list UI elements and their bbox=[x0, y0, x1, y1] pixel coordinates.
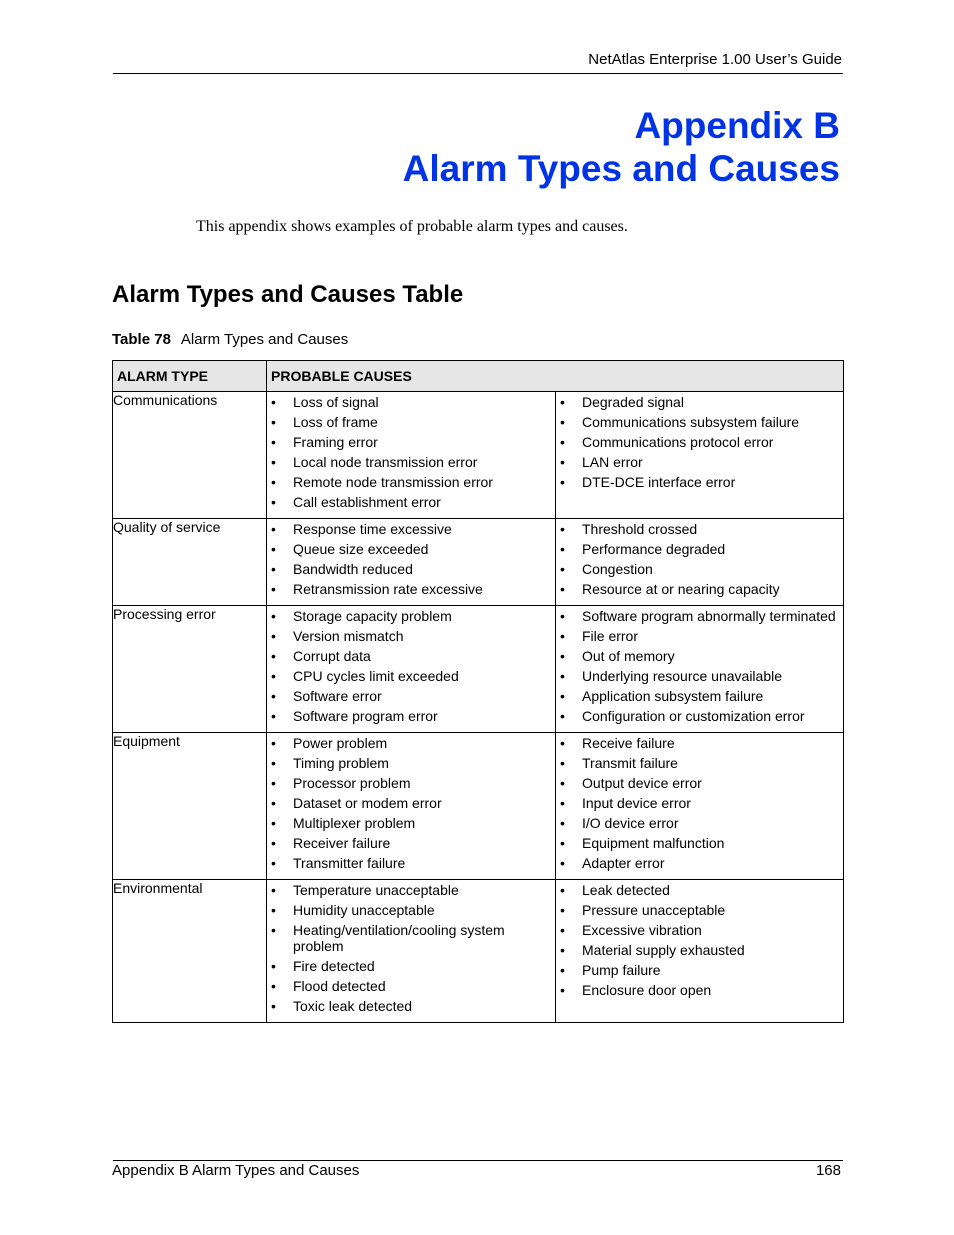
alarm-type-cell: Processing error bbox=[113, 606, 267, 733]
cause-text: Dataset or modem error bbox=[293, 795, 442, 811]
bullet-icon: • bbox=[271, 795, 276, 811]
cause-text: Equipment malfunction bbox=[582, 835, 725, 851]
bullet-icon: • bbox=[271, 474, 276, 490]
list-item bbox=[267, 735, 551, 751]
list-item bbox=[267, 688, 551, 704]
cause-text: Fire detected bbox=[293, 958, 375, 974]
bullet-icon: • bbox=[560, 648, 565, 664]
list-item bbox=[267, 922, 551, 954]
causes-list bbox=[556, 519, 843, 605]
cause-text: Receiver failure bbox=[293, 835, 391, 851]
causes-list bbox=[267, 519, 555, 605]
bullet-icon: • bbox=[271, 628, 276, 644]
bullet-icon: • bbox=[271, 494, 276, 510]
table-row bbox=[113, 606, 844, 733]
cause-text: Timing problem bbox=[293, 755, 389, 771]
list-item bbox=[556, 608, 839, 624]
bullet-icon: • bbox=[271, 835, 276, 851]
causes-cell-right bbox=[556, 606, 844, 733]
cause-text: Bandwidth reduced bbox=[293, 561, 413, 577]
bullet-icon: • bbox=[271, 561, 276, 577]
bullet-icon: • bbox=[560, 414, 565, 430]
list-item bbox=[556, 521, 839, 537]
cause-text: Heating/ventilation/cooling system problem bbox=[293, 922, 505, 954]
cause-text: Power problem bbox=[293, 735, 388, 751]
list-item bbox=[267, 394, 551, 410]
list-item bbox=[267, 755, 551, 771]
list-item bbox=[556, 648, 839, 664]
alarm-types-table bbox=[112, 360, 844, 1023]
bullet-icon: • bbox=[271, 882, 276, 898]
bullet-icon: • bbox=[271, 775, 276, 791]
list-item bbox=[267, 628, 551, 644]
bullet-icon: • bbox=[271, 521, 276, 537]
causes-cell-left bbox=[267, 519, 556, 606]
bullet-icon: • bbox=[560, 755, 565, 771]
list-item bbox=[556, 902, 839, 918]
cause-text: Response time excessive bbox=[293, 521, 452, 537]
cause-text: Output device error bbox=[582, 775, 702, 791]
cause-text: Software program error bbox=[293, 708, 438, 724]
list-item bbox=[267, 521, 551, 537]
cause-text: Performance degraded bbox=[582, 541, 726, 557]
alarm-type-cell: Communications bbox=[113, 392, 267, 519]
list-item bbox=[556, 962, 839, 978]
bullet-icon: • bbox=[560, 474, 565, 490]
bullet-icon: • bbox=[560, 775, 565, 791]
bullet-icon: • bbox=[560, 581, 565, 597]
causes-cell-right bbox=[556, 519, 844, 606]
header-divider bbox=[113, 73, 843, 74]
list-item bbox=[556, 775, 839, 791]
list-item bbox=[267, 494, 551, 510]
cause-text: Material supply exhausted bbox=[582, 942, 745, 958]
cause-text: Toxic leak detected bbox=[293, 998, 413, 1014]
cause-text: Communications subsystem failure bbox=[582, 414, 800, 430]
bullet-icon: • bbox=[271, 998, 276, 1014]
list-item bbox=[267, 835, 551, 851]
bullet-icon: • bbox=[560, 982, 565, 998]
bullet-icon: • bbox=[560, 795, 565, 811]
cause-text: Version mismatch bbox=[293, 628, 404, 644]
title-line-2: Alarm Types and Causes bbox=[402, 148, 840, 189]
bullet-icon: • bbox=[271, 855, 276, 871]
footer-page-number: 168 bbox=[815, 1162, 841, 1179]
list-item bbox=[267, 978, 551, 994]
causes-list bbox=[556, 880, 843, 1006]
header-probable-causes: PROBABLE CAUSES bbox=[267, 361, 844, 392]
list-item bbox=[556, 394, 839, 410]
table-row bbox=[113, 519, 844, 606]
table-caption bbox=[112, 331, 348, 348]
causes-list bbox=[556, 606, 843, 732]
cause-text: Adapter error bbox=[582, 855, 665, 871]
bullet-icon: • bbox=[560, 434, 565, 450]
bullet-icon: • bbox=[560, 735, 565, 751]
cause-text: Software error bbox=[293, 688, 382, 704]
bullet-icon: • bbox=[271, 394, 276, 410]
table-header-row bbox=[113, 361, 844, 392]
bullet-icon: • bbox=[560, 942, 565, 958]
cause-text: Retransmission rate excessive bbox=[293, 581, 483, 597]
header-alarm-type: ALARM TYPE bbox=[113, 361, 267, 392]
list-item bbox=[267, 648, 551, 664]
list-item bbox=[556, 628, 839, 644]
cause-text: Configuration or customization error bbox=[582, 708, 805, 724]
bullet-icon: • bbox=[271, 902, 276, 918]
section-heading: Alarm Types and Causes Table bbox=[112, 281, 464, 308]
cause-text: Resource at or nearing capacity bbox=[582, 581, 780, 597]
bullet-icon: • bbox=[271, 815, 276, 831]
list-item bbox=[267, 454, 551, 470]
list-item bbox=[556, 688, 839, 704]
list-item bbox=[556, 922, 839, 938]
bullet-icon: • bbox=[560, 561, 565, 577]
list-item bbox=[267, 855, 551, 871]
footer-chapter-title: Appendix B Alarm Types and Causes bbox=[112, 1162, 360, 1179]
list-item bbox=[267, 581, 551, 597]
bullet-icon: • bbox=[560, 521, 565, 537]
list-item bbox=[267, 434, 551, 450]
cause-text: Processor problem bbox=[293, 775, 411, 791]
cause-text: Transmitter failure bbox=[293, 855, 406, 871]
table-body bbox=[113, 392, 844, 1023]
bullet-icon: • bbox=[271, 648, 276, 664]
cause-text: Leak detected bbox=[582, 882, 670, 898]
list-item bbox=[556, 541, 839, 557]
bullet-icon: • bbox=[560, 668, 565, 684]
bullet-icon: • bbox=[560, 394, 565, 410]
causes-list bbox=[267, 606, 555, 732]
list-item bbox=[267, 815, 551, 831]
list-item bbox=[556, 982, 839, 998]
cause-text: Pump failure bbox=[582, 962, 661, 978]
alarm-type-cell: Environmental bbox=[113, 880, 267, 1023]
footer-divider bbox=[113, 1160, 843, 1161]
bullet-icon: • bbox=[560, 628, 565, 644]
list-item bbox=[267, 608, 551, 624]
cause-text: CPU cycles limit exceeded bbox=[293, 668, 459, 684]
list-item bbox=[556, 942, 839, 958]
causes-list bbox=[267, 880, 555, 1022]
table-row bbox=[113, 733, 844, 880]
causes-cell-right bbox=[556, 880, 844, 1023]
causes-cell-left bbox=[267, 733, 556, 880]
cause-text: Remote node transmission error bbox=[293, 474, 493, 490]
table-caption-number: Table 78 bbox=[112, 331, 171, 348]
table-row bbox=[113, 392, 844, 519]
title-line-1: Appendix B bbox=[634, 105, 840, 146]
cause-text: Local node transmission error bbox=[293, 454, 478, 470]
causes-list bbox=[556, 733, 843, 879]
cause-text: Receive failure bbox=[582, 735, 675, 751]
bullet-icon: • bbox=[271, 454, 276, 470]
list-item bbox=[267, 775, 551, 791]
list-item bbox=[556, 561, 839, 577]
bullet-icon: • bbox=[560, 608, 565, 624]
list-item bbox=[556, 668, 839, 684]
list-item bbox=[267, 414, 551, 430]
list-item bbox=[556, 434, 839, 450]
bullet-icon: • bbox=[271, 608, 276, 624]
intro-paragraph: This appendix shows examples of probable alarm types and causes. bbox=[196, 218, 628, 235]
list-item bbox=[267, 541, 551, 557]
bullet-icon: • bbox=[560, 962, 565, 978]
bullet-icon: • bbox=[560, 815, 565, 831]
cause-text: Congestion bbox=[582, 561, 653, 577]
list-item bbox=[556, 581, 839, 597]
causes-cell-left bbox=[267, 606, 556, 733]
alarm-type-cell: Quality of service bbox=[113, 519, 267, 606]
bullet-icon: • bbox=[271, 688, 276, 704]
list-item bbox=[267, 474, 551, 490]
cause-text: Storage capacity problem bbox=[293, 608, 452, 624]
list-item bbox=[267, 998, 551, 1014]
cause-text: Multiplexer problem bbox=[293, 815, 416, 831]
cause-text: Excessive vibration bbox=[582, 922, 702, 938]
causes-list bbox=[267, 733, 555, 879]
list-item bbox=[556, 755, 839, 771]
bullet-icon: • bbox=[560, 688, 565, 704]
list-item bbox=[267, 795, 551, 811]
table-row bbox=[113, 880, 844, 1023]
cause-text: Call establishment error bbox=[293, 494, 441, 510]
list-item bbox=[556, 795, 839, 811]
cause-text: Humidity unacceptable bbox=[293, 902, 435, 918]
cause-text: Loss of frame bbox=[293, 414, 378, 430]
list-item bbox=[267, 902, 551, 918]
cause-text: I/O device error bbox=[582, 815, 679, 831]
cause-text: Corrupt data bbox=[293, 648, 371, 664]
bullet-icon: • bbox=[271, 708, 276, 724]
list-item bbox=[267, 708, 551, 724]
bullet-icon: • bbox=[560, 454, 565, 470]
list-item bbox=[267, 668, 551, 684]
cause-text: Pressure unacceptable bbox=[582, 902, 726, 918]
cause-text: DTE-DCE interface error bbox=[582, 474, 736, 490]
list-item bbox=[556, 735, 839, 751]
bullet-icon: • bbox=[560, 902, 565, 918]
cause-text: Underlying resource unavailable bbox=[582, 668, 783, 684]
bullet-icon: • bbox=[271, 434, 276, 450]
cause-text: Loss of signal bbox=[293, 394, 379, 410]
list-item bbox=[556, 855, 839, 871]
list-item bbox=[267, 958, 551, 974]
cause-text: Out of memory bbox=[582, 648, 675, 664]
cause-text: Transmit failure bbox=[582, 755, 678, 771]
cause-text: Framing error bbox=[293, 434, 378, 450]
list-item bbox=[556, 835, 839, 851]
bullet-icon: • bbox=[271, 541, 276, 557]
cause-text: Flood detected bbox=[293, 978, 386, 994]
bullet-icon: • bbox=[560, 882, 565, 898]
page-title bbox=[403, 104, 840, 190]
causes-cell-left bbox=[267, 880, 556, 1023]
cause-text: Queue size exceeded bbox=[293, 541, 429, 557]
cause-text: Software program abnormally terminated bbox=[582, 608, 836, 624]
cause-text: Temperature unacceptable bbox=[293, 882, 459, 898]
causes-list bbox=[267, 392, 555, 518]
bullet-icon: • bbox=[560, 922, 565, 938]
cause-text: LAN error bbox=[582, 454, 643, 470]
causes-list bbox=[556, 392, 843, 498]
bullet-icon: • bbox=[271, 581, 276, 597]
bullet-icon: • bbox=[560, 708, 565, 724]
cause-text: Enclosure door open bbox=[582, 982, 712, 998]
bullet-icon: • bbox=[271, 668, 276, 684]
alarm-type-cell: Equipment bbox=[113, 733, 267, 880]
table-caption-text: Alarm Types and Causes bbox=[180, 331, 349, 348]
bullet-icon: • bbox=[271, 755, 276, 771]
list-item bbox=[556, 414, 839, 430]
bullet-icon: • bbox=[271, 735, 276, 751]
causes-cell-right bbox=[556, 392, 844, 519]
list-item bbox=[556, 474, 839, 490]
bullet-icon: • bbox=[271, 978, 276, 994]
cause-text: Communications protocol error bbox=[582, 434, 774, 450]
list-item bbox=[556, 882, 839, 898]
list-item bbox=[556, 815, 839, 831]
cause-text: Degraded signal bbox=[582, 394, 684, 410]
bullet-icon: • bbox=[271, 922, 276, 938]
cause-text: Input device error bbox=[582, 795, 691, 811]
bullet-icon: • bbox=[271, 414, 276, 430]
list-item bbox=[556, 454, 839, 470]
bullet-icon: • bbox=[560, 835, 565, 851]
cause-text: File error bbox=[582, 628, 639, 644]
list-item bbox=[267, 561, 551, 577]
cause-text: Application subsystem failure bbox=[582, 688, 764, 704]
header-guide-title: NetAtlas Enterprise 1.00 User’s Guide bbox=[588, 51, 842, 68]
list-item bbox=[267, 882, 551, 898]
bullet-icon: • bbox=[271, 958, 276, 974]
bullet-icon: • bbox=[560, 541, 565, 557]
causes-cell-right bbox=[556, 733, 844, 880]
bullet-icon: • bbox=[560, 855, 565, 871]
cause-text: Threshold crossed bbox=[582, 521, 698, 537]
list-item bbox=[556, 708, 839, 724]
causes-cell-left bbox=[267, 392, 556, 519]
